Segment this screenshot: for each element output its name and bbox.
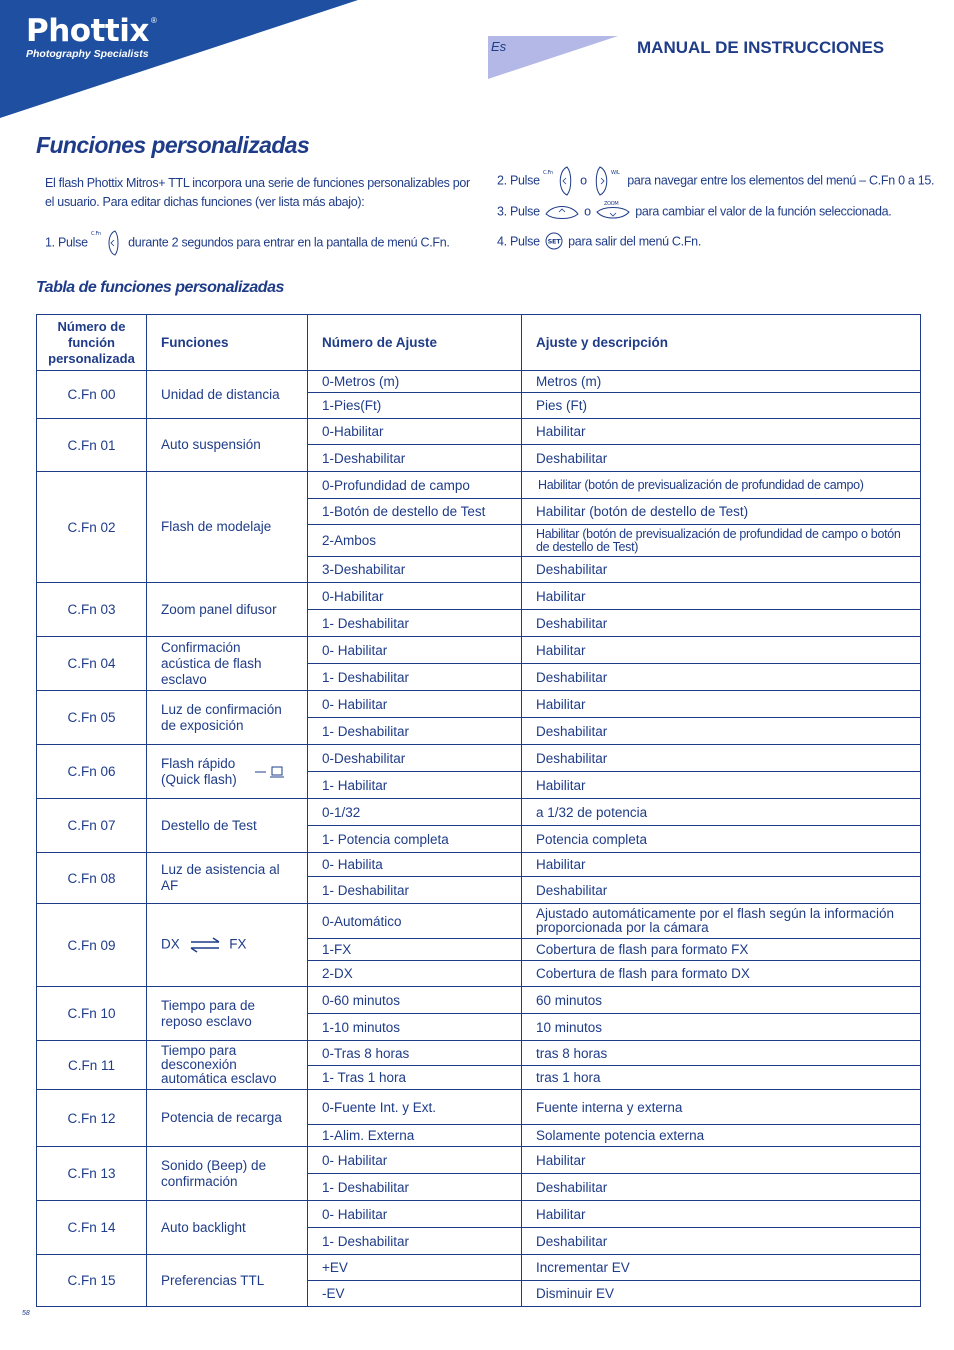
setting-value: 2-DX — [308, 961, 522, 987]
setting-value: 1- Deshabilitar — [308, 664, 522, 691]
setting-description: Deshabilitar — [522, 745, 921, 772]
setting-description: Habilitar — [522, 583, 921, 610]
wl-arc-label: W/L — [611, 170, 620, 176]
table-row — [37, 1041, 921, 1066]
setting-value: 0- Habilita — [308, 853, 522, 877]
fn-name: Tiempo para desconexión automática esclavo — [147, 1041, 308, 1090]
table-subtitle: Tabla de funciones personalizadas — [36, 279, 284, 296]
zoom-arc-label: ZOOM — [604, 201, 619, 207]
fn-name: Auto suspensión — [147, 419, 308, 472]
fn-name: Unidad de distancia — [147, 371, 308, 419]
step-1 — [45, 228, 450, 258]
setting-description: Habilitar — [522, 772, 921, 799]
setting-description: Disminuir EV — [522, 1281, 921, 1307]
up-arc-button-icon — [543, 200, 581, 224]
table-row — [37, 691, 921, 718]
header-setting-number: Número de Ajuste — [308, 315, 522, 371]
setting-value: 1- Deshabilitar — [308, 1174, 522, 1201]
fn-name: Confirmación acústica de flash esclavo — [147, 637, 308, 691]
cfn-button-label: C.Fn — [90, 231, 101, 237]
setting-value: 1- Potencia completa — [308, 826, 522, 853]
setting-value: 2-Ambos — [308, 525, 522, 557]
fn-cell-dx-fx — [147, 904, 308, 987]
table-row — [37, 1090, 921, 1125]
setting-description: Metros (m) — [522, 371, 921, 393]
table-row — [37, 1201, 921, 1228]
table-row — [37, 904, 921, 939]
setting-description: Deshabilitar — [522, 610, 921, 637]
step-3-label: 3. Pulse — [497, 204, 540, 219]
table-row — [37, 745, 921, 772]
setting-value: 1- Deshabilitar — [308, 718, 522, 745]
logo-brand: Phottix — [26, 13, 149, 49]
table-row — [37, 419, 921, 445]
fn-number: C.Fn 11 — [37, 1041, 147, 1090]
setting-description: Pies (Ft) — [522, 393, 921, 419]
table-row — [37, 583, 921, 610]
fn-number: C.Fn 15 — [37, 1255, 147, 1307]
step-1-text: durante 2 segundos para entrar en la pantalla de menú C.Fn. — [128, 235, 450, 250]
setting-value: 0-Habilitar — [308, 583, 522, 610]
table-header-row — [37, 315, 921, 371]
page-number: 58 — [22, 1310, 30, 1317]
fn-name: Luz de confirmación de exposición — [147, 691, 308, 745]
setting-value: 0- Habilitar — [308, 637, 522, 664]
table-row — [37, 1255, 921, 1281]
fn-name: Sonido (Beep) de confirmación — [147, 1147, 308, 1201]
setting-value: 0- Habilitar — [308, 1201, 522, 1228]
header-function-number: Número de función personalizada — [37, 315, 147, 371]
setting-value: 0-Profundidad de campo — [308, 472, 522, 499]
fn-number: C.Fn 05 — [37, 691, 147, 745]
intro-text: El flash Phottix Mitros+ TTL incorpora una serie de funciones personalizables por el usuario. Para editar dichas funciones (ver lista más abajo): — [45, 176, 470, 209]
step-4-label: 4. Pulse — [497, 234, 540, 249]
table-row — [37, 371, 921, 393]
fn-name: Zoom panel difusor — [147, 583, 308, 637]
step-3-text: para cambiar el valor de la función seleccionada. — [635, 204, 892, 219]
setting-description: tras 1 hora — [522, 1066, 921, 1090]
setting-value: 0-Tras 8 horas — [308, 1041, 522, 1066]
setting-description: Habilitar — [522, 637, 921, 664]
step-4 — [497, 232, 701, 252]
header-setting-description: Ajuste y descripción — [522, 315, 921, 371]
setting-value: 1-Deshabilitar — [308, 445, 522, 472]
left-arc-button-icon — [543, 164, 577, 198]
custom-functions-table — [36, 314, 921, 1307]
setting-description: Habilitar (botón de destello de Test) — [522, 499, 921, 525]
setting-value: 0-Metros (m) — [308, 371, 522, 393]
table-row — [37, 799, 921, 826]
step-3 — [497, 200, 891, 224]
setting-description: 60 minutos — [522, 987, 921, 1014]
setting-description: Cobertura de flash para formato FX — [522, 939, 921, 961]
fn-number: C.Fn 13 — [37, 1147, 147, 1201]
cfn-button-icon — [91, 228, 125, 258]
setting-value: 0-Automático — [308, 904, 522, 939]
setting-description: Fuente interna y externa — [522, 1090, 921, 1125]
setting-description: Solamente potencia externa — [522, 1125, 921, 1147]
setting-description: 10 minutos — [522, 1014, 921, 1041]
setting-description: tras 8 horas — [522, 1041, 921, 1066]
setting-value: 1- Tras 1 hora — [308, 1066, 522, 1090]
fn-number: C.Fn 12 — [37, 1090, 147, 1147]
setting-value: 0-Deshabilitar — [308, 745, 522, 772]
fn-number: C.Fn 01 — [37, 419, 147, 472]
setting-description: Habilitar — [522, 1201, 921, 1228]
fn-name: Preferencias TTL — [147, 1255, 308, 1307]
step-3-or: o — [584, 204, 591, 219]
fn-name: Flash rápido (Quick flash) — [161, 755, 237, 787]
fn-name: Destello de Test — [147, 799, 308, 853]
page-title: Funciones personalizadas — [36, 132, 310, 158]
setting-description: Potencia completa — [522, 826, 921, 853]
fn-number: C.Fn 08 — [37, 853, 147, 904]
setting-value: 0- Habilitar — [308, 691, 522, 718]
table-row — [37, 1147, 921, 1174]
table-row — [37, 987, 921, 1014]
setting-description: Deshabilitar — [522, 877, 921, 904]
step-2 — [497, 164, 934, 198]
setting-description: Habilitar (botón de previsualización de profundidad de campo o botón de destello de Test) — [522, 525, 921, 557]
setting-description: Incrementar EV — [522, 1255, 921, 1281]
fn-name-fx: FX — [229, 936, 247, 952]
fn-number: C.Fn 02 — [37, 472, 147, 583]
setting-value: 1- Deshabilitar — [308, 1228, 522, 1255]
table-row — [37, 853, 921, 877]
setting-description: Deshabilitar — [522, 718, 921, 745]
table-row — [37, 472, 921, 499]
cfn-arc-label: C.Fn — [542, 170, 553, 176]
setting-description: a 1/32 de potencia — [522, 799, 921, 826]
setting-description: Deshabilitar — [522, 557, 921, 583]
language-tab — [488, 36, 618, 79]
setting-value: 0- Habilitar — [308, 1147, 522, 1174]
setting-description: Habilitar — [522, 691, 921, 718]
fn-name: Auto backlight — [147, 1201, 308, 1255]
setting-description: Deshabilitar — [522, 1174, 921, 1201]
setting-value: 1-Botón de destello de Test — [308, 499, 522, 525]
fn-number: C.Fn 09 — [37, 904, 147, 987]
setting-value: 1- Habilitar — [308, 772, 522, 799]
setting-description: Habilitar — [522, 1147, 921, 1174]
step-4-text: para salir del menú C.Fn. — [568, 234, 701, 249]
fn-number: C.Fn 10 — [37, 987, 147, 1041]
fn-number: C.Fn 04 — [37, 637, 147, 691]
fn-number: C.Fn 06 — [37, 745, 147, 799]
setting-value: 0-Fuente Int. y Ext. — [308, 1090, 522, 1125]
setting-value: 1- Deshabilitar — [308, 610, 522, 637]
setting-value: -EV — [308, 1281, 522, 1307]
down-arc-button-icon — [594, 200, 632, 224]
setting-description: Habilitar — [522, 419, 921, 445]
right-arc-button-icon — [590, 164, 624, 198]
table-row — [37, 637, 921, 664]
fn-cell-quick-flash — [147, 745, 308, 799]
fn-name: Potencia de recarga — [147, 1090, 308, 1147]
setting-value: 0-Habilitar — [308, 419, 522, 445]
quick-flash-icon — [253, 765, 285, 779]
swap-arrows-icon — [188, 936, 222, 954]
fn-number: C.Fn 07 — [37, 799, 147, 853]
step-2-label: 2. Pulse — [497, 173, 540, 188]
logo-tagline: Photography Specialists — [26, 48, 149, 60]
fn-number: C.Fn 03 — [37, 583, 147, 637]
step-1-label: 1. Pulse — [45, 235, 88, 250]
setting-description: Habilitar — [522, 853, 921, 877]
fn-number: C.Fn 14 — [37, 1201, 147, 1255]
fn-name: Tiempo para de reposo esclavo — [147, 987, 308, 1041]
setting-value: 1-Alim. Externa — [308, 1125, 522, 1147]
registered-mark: ® — [151, 16, 157, 25]
language-label: Es — [491, 39, 507, 54]
setting-description: Ajustado automáticamente por el flash según la información proporcionada por la cámara — [522, 904, 921, 939]
setting-value: 1-Pies(Ft) — [308, 393, 522, 419]
setting-description: Cobertura de flash para formato DX — [522, 961, 921, 987]
set-button-icon — [543, 232, 565, 252]
setting-value: 1-FX — [308, 939, 522, 961]
set-button-label: SET — [547, 237, 561, 246]
setting-value: 1-10 minutos — [308, 1014, 522, 1041]
fn-name-dx: DX — [161, 936, 180, 952]
setting-value: 1- Deshabilitar — [308, 877, 522, 904]
phottix-logo — [26, 14, 149, 60]
manual-title: MANUAL DE INSTRUCCIONES — [637, 38, 885, 57]
setting-description: Deshabilitar — [522, 445, 921, 472]
setting-value: +EV — [308, 1255, 522, 1281]
header-functions: Funciones — [147, 315, 308, 371]
setting-description: Habilitar (botón de previsualización de profundidad de campo) — [522, 472, 921, 499]
setting-value: 0-60 minutos — [308, 987, 522, 1014]
setting-description: Deshabilitar — [522, 664, 921, 691]
setting-value: 0-1/32 — [308, 799, 522, 826]
setting-description: Deshabilitar — [522, 1228, 921, 1255]
step-2-text: para navegar entre los elementos del menú – C.Fn 0 a 15. — [627, 173, 935, 188]
step-2-or: o — [580, 173, 587, 188]
fn-number: C.Fn 00 — [37, 371, 147, 419]
fn-name: Luz de asistencia al AF — [147, 853, 308, 904]
setting-value: 3-Deshabilitar — [308, 557, 522, 583]
fn-name: Flash de modelaje — [147, 472, 308, 583]
